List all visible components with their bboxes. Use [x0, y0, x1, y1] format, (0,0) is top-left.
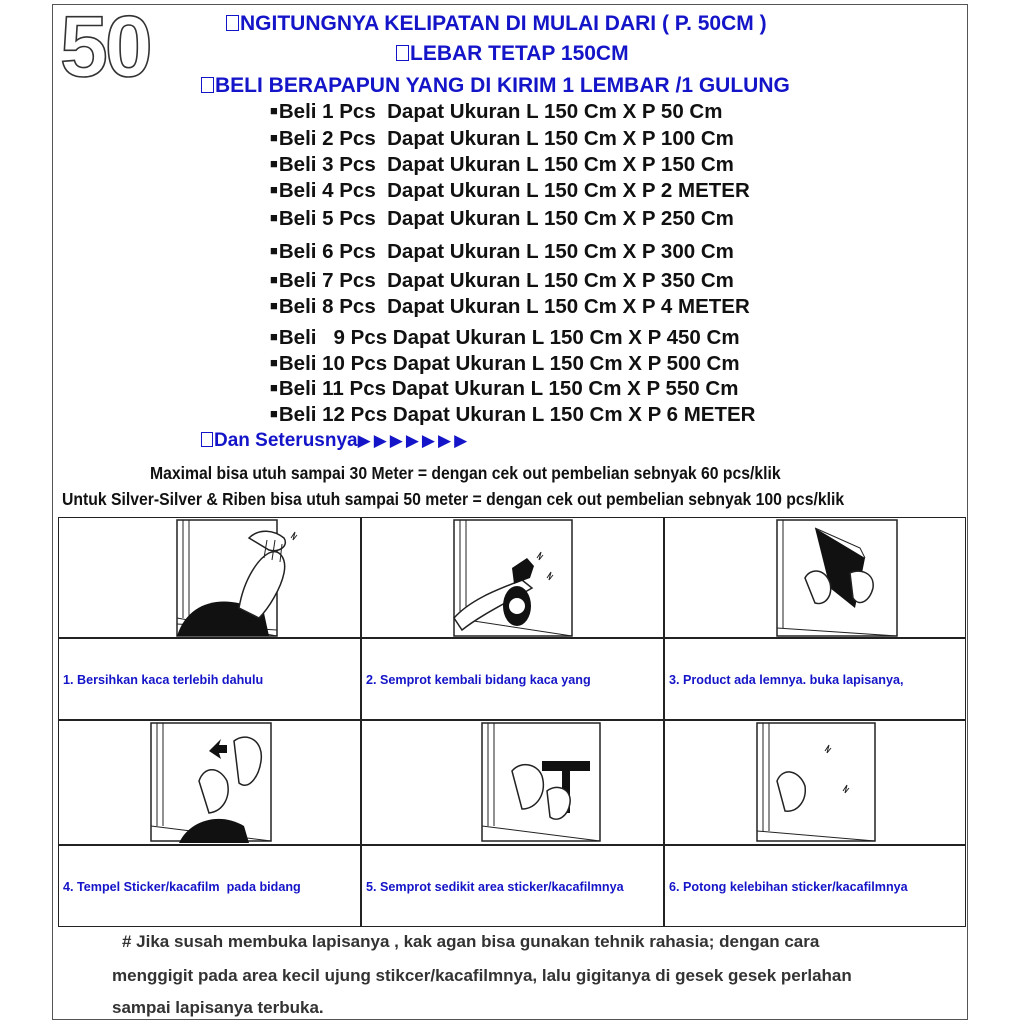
dan-seterusnya	[201, 430, 470, 452]
max-note: Maximal bisa utuh sampai 30 Meter = dengan cek out pembelian sebnyak 60 pcs/klik	[150, 463, 781, 483]
step-2-illustration	[361, 517, 664, 638]
badge-50: 50	[60, 0, 150, 95]
size-list-item: ■Beli 5 Pcs Dapat Ukuran L 150 Cm X P 250 Cm	[270, 207, 734, 230]
step-5-illustration	[361, 720, 664, 845]
bullet-icon: ■	[270, 406, 278, 421]
bullet-icon: ■	[270, 355, 278, 370]
tips-line-3: sampai lapisanya terbuka.	[112, 998, 324, 1017]
size-list-item: ■Beli 7 Pcs Dapat Ukuran L 150 Cm X P 350 Cm	[270, 269, 734, 292]
bullet-icon: ■	[270, 329, 278, 344]
size-list-item: ■Beli 10 Pcs Dapat Ukuran L 150 Cm X P 500 Cm	[270, 352, 740, 375]
bullet-icon: ■	[270, 272, 278, 287]
header-line-3	[201, 74, 790, 98]
size-list-item: ■Beli 12 Pcs Dapat Ukuran L 150 Cm X P 6 METER	[270, 403, 756, 426]
step-6-caption: 6. Potong kelebihan sticker/kacafilmnya	[664, 845, 966, 927]
size-list-item: ■Beli 3 Pcs Dapat Ukuran L 150 Cm X P 150 Cm	[270, 153, 734, 176]
peel-film-illustration	[665, 518, 965, 637]
apply-film-illustration	[59, 721, 360, 844]
bullet-icon: ■	[270, 210, 278, 225]
arrow-right-icons: ▶▶▶▶▶▶▶	[357, 431, 471, 450]
size-list-item: ■Beli 11 Pcs Dapat Ukuran L 150 Cm X P 550 Cm	[270, 377, 739, 400]
size-list-item: ■Beli 6 Pcs Dapat Ukuran L 150 Cm X P 300 Cm	[270, 240, 734, 263]
tips-line-1: # Jika susah membuka lapisanya , kak agan bisa gunakan tehnik rahasia; dengan cara	[122, 932, 820, 951]
bullet-icon: ■	[270, 103, 278, 118]
missing-glyph-icon	[396, 45, 409, 61]
header-line-1-text: NGITUNGNYA KELIPATAN DI MULAI DARI ( P. 50CM )	[240, 12, 767, 35]
bullet-icon: ■	[270, 182, 278, 197]
missing-glyph-icon	[201, 77, 214, 93]
step-5-caption: 5. Semprot sedikit area sticker/kacafilmnya	[361, 845, 664, 927]
silver-note: Untuk Silver-Silver & Riben bisa utuh sampai 50 meter = dengan cek out pembelian sebnyak 100 pcs/klik	[62, 489, 845, 509]
size-list-item: ■Beli 2 Pcs Dapat Ukuran L 150 Cm X P 100 Cm	[270, 127, 734, 150]
step-4-illustration	[58, 720, 361, 845]
missing-glyph-icon	[201, 432, 213, 447]
bullet-icon: ■	[270, 156, 278, 171]
header-line-1	[226, 12, 767, 36]
step-1-illustration	[58, 517, 361, 638]
size-list-item: ■Beli 8 Pcs Dapat Ukuran L 150 Cm X P 4 METER	[270, 295, 750, 318]
step-1-caption: 1. Bersihkan kaca terlebih dahulu	[58, 638, 361, 720]
step-2-caption: 2. Semprot kembali bidang kaca yang	[361, 638, 664, 720]
step-6-illustration	[664, 720, 966, 845]
bullet-icon: ■	[270, 130, 278, 145]
header-line-3-text: BELI BERAPAPUN YANG DI KIRIM 1 LEMBAR /1 GULUNG	[215, 74, 790, 97]
missing-glyph-icon	[226, 15, 239, 31]
bullet-icon: ■	[270, 380, 278, 395]
tips-line-2: menggigit pada area kecil ujung stikcer/kacafilmnya, lalu gigitanya di gesek gesek perlahan	[112, 966, 852, 985]
header-line-2	[396, 42, 629, 66]
spray-glass-illustration	[362, 518, 663, 637]
size-list-item: ■Beli 4 Pcs Dapat Ukuran L 150 Cm X P 2 METER	[270, 179, 750, 202]
wipe-glass-illustration	[59, 518, 360, 637]
trim-film-illustration	[665, 721, 965, 844]
squeegee-illustration	[362, 721, 663, 844]
header-line-2-text: LEBAR TETAP 150CM	[410, 42, 629, 65]
step-3-caption: 3. Product ada lemnya. buka lapisanya,	[664, 638, 966, 720]
dan-seterusnya-text: Dan Seterusnya	[214, 430, 358, 451]
size-list-item: ■Beli 1 Pcs Dapat Ukuran L 150 Cm X P 50 Cm	[270, 100, 723, 123]
bullet-icon: ■	[270, 243, 278, 258]
step-4-caption: 4. Tempel Sticker/kacafilm pada bidang	[58, 845, 361, 927]
size-list-item: ■Beli 9 Pcs Dapat Ukuran L 150 Cm X P 450 Cm	[270, 326, 740, 349]
bullet-icon: ■	[270, 298, 278, 313]
step-3-illustration	[664, 517, 966, 638]
